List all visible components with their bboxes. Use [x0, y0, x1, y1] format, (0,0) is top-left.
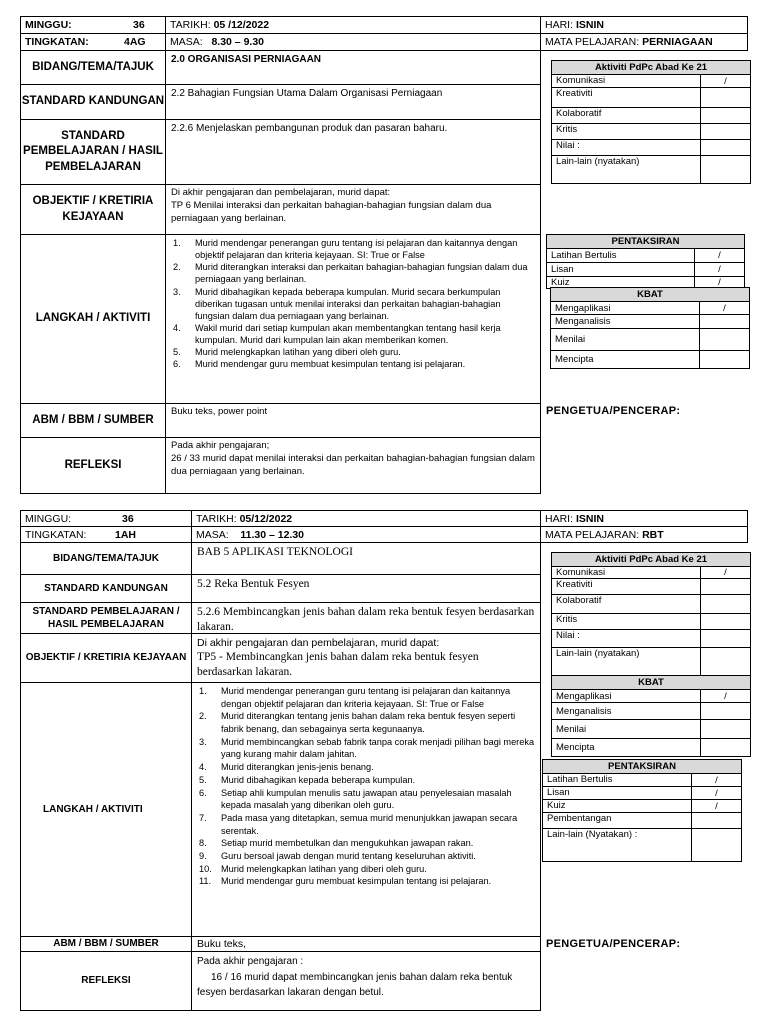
side-table-row [547, 263, 745, 277]
refleksi-line-1: Pada akhir pengajaran; [171, 440, 270, 451]
langkah-item-number: 3. [173, 286, 181, 297]
side-table-label: Menilai [551, 329, 700, 351]
refleksi-label: REFLEKSI [20, 437, 166, 494]
side-table-mark: / [692, 800, 742, 813]
langkah-item-text: Murid membincangkan sebab fabrik tanpa corak menjadi pilihan bagi mereka yang kurang mahir dalam jahitan. [221, 736, 535, 760]
langkah-item-number: 6. [173, 359, 181, 370]
langkah-item [171, 346, 535, 358]
standard-pembelajaran-label: STANDARD PEMBELAJARAN / HASIL PEMBELAJARAN [20, 602, 192, 634]
kbat-table [551, 675, 751, 757]
hari-cell [540, 16, 748, 34]
refleksi-line-1: Pada akhir pengajaran : [197, 956, 304, 967]
side-table-mark: / [692, 787, 742, 800]
minggu-cell [20, 510, 192, 527]
side-table-label: Kolaboratif [552, 108, 701, 124]
langkah-item-number: 2. [199, 711, 207, 722]
tarikh-label: TARIKH: [196, 513, 237, 525]
side-table-mark [701, 156, 751, 184]
mata-pelajaran-label: MATA PELAJARAN: [545, 529, 640, 541]
langkah-item-text: Murid mendengar penerangan guru tentang isi pelajaran dan kaitannya dengan objektif pelajaran dan kriteria kejayaan. SI: True or False [195, 238, 518, 261]
langkah-item-text: Murid mendengar penerangan guru tentang isi pelajaran dan kaitannya dengan objektif pelajaran dan kriteria kejayaan. SI: True or False [221, 686, 511, 709]
langkah-list [171, 237, 535, 371]
langkah-item-text: Murid dibahagikan kepada beberapa kumpulan. [221, 774, 416, 785]
side-table-row [552, 75, 751, 88]
langkah-item [171, 358, 535, 370]
refleksi-line-2: 26 / 33 murid dapat menilai interaksi dan perkaitan bahagian-bahagian fungsian dalam dua perniagaan yang berlainan. [171, 452, 535, 477]
side-table-mark [701, 108, 751, 124]
side-table-mark: / [701, 75, 751, 88]
side-table-label: Mencipta [552, 739, 701, 757]
langkah-item-text: Murid melengkapkan latihan yang diberi oleh guru. [195, 347, 401, 358]
mata-pelajaran-cell [540, 526, 748, 543]
langkah-item-text: Setiap ahli kumpulan menulis satu jawapan atau penyelesaian masalah kepada masalah yang diberikan oleh guru. [221, 787, 512, 811]
refleksi-cell [165, 437, 541, 494]
langkah-item-number: 5. [173, 347, 181, 358]
bidang-label: BIDANG/TEMA/TAJUK [20, 50, 166, 85]
standard-kandungan-label: STANDARD KANDUNGAN [20, 574, 192, 603]
hari-label: HARI: [545, 19, 574, 31]
masa-cell [191, 526, 541, 543]
bidang-label: BIDANG/TEMA/TAJUK [20, 542, 192, 575]
side-table-row [543, 813, 742, 829]
langkah-item-text: Murid dibahagikan kepada beberapa kumpulan. Murid secara berkumpulan diberikan tugasan untuk menilai interaksi dan perkaitan bahagian-bahagian fungsian dalam dua perniagaan yang berlainan. [195, 286, 501, 321]
side-table-title: KBAT [551, 288, 750, 302]
kbat-table [550, 287, 750, 369]
side-table-mark [701, 630, 751, 648]
langkah-item [197, 774, 535, 787]
side-table-mark: / [695, 249, 745, 263]
mata-pelajaran-cell [540, 33, 748, 51]
langkah-item-number: 11. [199, 876, 212, 887]
side-table-row [551, 302, 750, 315]
side-table-row [552, 579, 751, 595]
masa-value: 11.30 – 12.30 [240, 529, 305, 541]
langkah-item-number: 5. [199, 774, 207, 785]
side-table-title: PENTAKSIRAN [543, 760, 742, 774]
refleksi-cell [191, 951, 541, 1011]
langkah-item-number: 7. [199, 812, 207, 823]
objektif-label: OBJEKTIF / KRETIRIA KEJAYAAN [20, 184, 166, 235]
langkah-item-text: Murid melengkapkan latihan yang diberi oleh guru. [221, 863, 427, 874]
side-table-mark: / [700, 302, 750, 315]
standard-kandungan-label: STANDARD KANDUNGAN [20, 84, 166, 120]
side-table-row [552, 124, 751, 140]
langkah-item-text: Murid diterangkan interaksi dan perkaitan bahagian-bahagian fungsian dalam dua perniagaan yang berlainan. [195, 262, 528, 285]
side-table-label: Menganalisis [551, 315, 700, 329]
langkah-item-number: 9. [199, 850, 207, 861]
side-table-row [551, 315, 750, 329]
side-table-label: Komunikasi [552, 567, 701, 579]
objektif-label: OBJEKTIF / KRETIRIA KEJAYAAN [20, 633, 192, 683]
tingkatan-cell [20, 33, 166, 51]
minggu-value: 36 [122, 513, 134, 525]
bidang-value: BAB 5 APLIKASI TEKNOLOGI [191, 542, 541, 575]
tingkatan-value: 4AG [124, 36, 146, 48]
pentaksiran-table [542, 759, 742, 862]
objektif-intro: Di akhir pengajaran dan pembelajaran, murid dapat: [171, 187, 391, 198]
side-table-mark: / [701, 690, 751, 703]
langkah-item-number: 1. [173, 238, 181, 248]
side-table-mark [701, 720, 751, 739]
side-table-label: Lain-lain (nyatakan) [552, 156, 701, 184]
abm-value: Buku teks, power point [165, 403, 541, 438]
side-table-label: Pembentangan [543, 813, 692, 829]
side-table-title: Aktiviti PdPc Abad Ke 21 [552, 553, 751, 567]
side-table-label: Kuiz [543, 800, 692, 813]
langkah-item-number: 6. [199, 787, 207, 798]
hari-value: ISNIN [575, 19, 604, 31]
side-table-mark [701, 648, 751, 678]
minggu-label: MINGGU: [25, 19, 72, 31]
hari-cell [540, 510, 748, 527]
tingkatan-label: TINGKATAN: [25, 36, 89, 48]
abm-label: ABM / BBM / SUMBER [20, 936, 192, 952]
objektif-intro: Di akhir pengajaran dan pembelajaran, murid dapat: [197, 637, 440, 649]
aktiviti-abad21-table [551, 60, 751, 184]
side-table-label: Lisan [543, 787, 692, 800]
side-table-row [552, 703, 751, 720]
side-table-label: Kuiz [547, 277, 695, 289]
refleksi-label: REFLEKSI [20, 951, 192, 1011]
side-table-mark [701, 703, 751, 720]
side-table-label: Mencipta [551, 351, 700, 369]
langkah-item [171, 261, 535, 285]
side-table-row [552, 140, 751, 156]
abm-label: ABM / BBM / SUMBER [20, 403, 166, 438]
masa-label: MASA: [196, 529, 229, 541]
langkah-item [197, 812, 535, 837]
side-table-label: Kritis [552, 124, 701, 140]
minggu-cell [20, 16, 166, 34]
side-table-row [552, 567, 751, 579]
side-table-mark [692, 829, 742, 862]
langkah-item [197, 761, 535, 774]
side-table-title: PENTAKSIRAN [547, 235, 745, 249]
langkah-item [171, 286, 535, 322]
standard-kandungan-value: 5.2 Reka Bentuk Fesyen [191, 574, 541, 603]
standard-pembelajaran-label: STANDARD PEMBELAJARAN / HASIL PEMBELAJARAN [20, 119, 166, 185]
langkah-item-number: 1. [199, 686, 207, 696]
side-table-row [543, 800, 742, 813]
refleksi-line-2: 16 / 16 murid dapat membincangkan jenis bahan dalam reka bentuk fesyen berdasarkan lakaran dengan betul. [197, 971, 513, 998]
side-table-label: Latihan Bertulis [547, 249, 695, 263]
side-table-label: Lain-lain (nyatakan) [552, 648, 701, 678]
side-table-row [552, 156, 751, 184]
pengetua-label: PENGETUA/PENCERAP: [546, 405, 681, 417]
masa-cell [165, 33, 541, 51]
langkah-item-text: Murid mendengar guru membuat kesimpulan tentang isi pelajaran. [195, 359, 466, 370]
side-table-mark [700, 315, 750, 329]
side-table-row [552, 739, 751, 757]
tarikh-label: TARIKH: [170, 19, 211, 31]
side-table-row [552, 88, 751, 108]
aktiviti-abad21-table [551, 552, 751, 678]
side-table-row [543, 774, 742, 787]
side-table-mark: / [695, 277, 745, 289]
tarikh-value: 05/12/2022 [239, 513, 293, 525]
side-table-label: Nilai : [552, 140, 701, 156]
tarikh-value: 05 /12/2022 [213, 19, 270, 31]
minggu-value: 36 [133, 19, 145, 31]
side-table-label: Lisan [547, 263, 695, 277]
side-table-row [543, 829, 742, 862]
mata-pelajaran-value: PERNIAGAAN [642, 36, 713, 48]
masa-label: MASA: [170, 36, 203, 48]
langkah-item [197, 787, 535, 812]
side-table-row [552, 690, 751, 703]
side-table-row [552, 108, 751, 124]
langkah-item-text: Guru bersoal jawab dengan murid tentang keseluruhan aktiviti. [221, 850, 476, 861]
langkah-item-text: Murid mendengar guru membuat kesimpulan tentang isi pelajaran. [221, 876, 492, 887]
side-table-row [552, 614, 751, 630]
mata-pelajaran-label: MATA PELAJARAN: [545, 36, 640, 48]
hari-value: ISNIN [575, 513, 604, 525]
langkah-cell [165, 234, 541, 404]
tingkatan-value: 1AH [115, 529, 137, 541]
side-table-label: Latihan Bertulis [543, 774, 692, 787]
side-table-label: Nilai : [552, 630, 701, 648]
side-table-label: Kreativiti [552, 88, 701, 108]
objektif-text: TP5 - Membincangkan jenis bahan dalam reka bentuk fesyen berdasarkan lakaran. [197, 651, 479, 678]
side-table-mark [701, 124, 751, 140]
side-table-label: Kreativiti [552, 579, 701, 595]
langkah-item-text: Murid diterangkan tentang jenis bahan dalam reka bentuk fesyen seperti fabrik benang, dan sebagainya serta kegunaanya. [221, 711, 516, 735]
objektif-cell [191, 633, 541, 683]
side-table-label: Menganalisis [552, 703, 701, 720]
objektif-cell [165, 184, 541, 235]
langkah-item [197, 875, 535, 888]
langkah-item-number: 8. [199, 838, 207, 849]
langkah-item-number: 2. [173, 262, 181, 273]
langkah-item [171, 237, 535, 261]
side-table-title: KBAT [552, 676, 751, 690]
side-table-row [552, 630, 751, 648]
bidang-value: 2.0 ORGANISASI PERNIAGAAN [165, 50, 541, 85]
pengetua-label: PENGETUA/PENCERAP: [546, 938, 681, 950]
langkah-item-number: 4. [173, 322, 181, 333]
side-table-row [552, 595, 751, 614]
side-table-row [547, 249, 745, 263]
side-table-mark [701, 579, 751, 595]
tarikh-cell [191, 510, 541, 527]
side-table-mark: / [695, 263, 745, 277]
side-table-title: Aktiviti PdPc Abad Ke 21 [552, 61, 751, 75]
side-table-row [543, 787, 742, 800]
langkah-item-number: 10. [199, 863, 212, 874]
side-table-label: Menilai [552, 720, 701, 739]
langkah-item [197, 863, 535, 876]
standard-pembelajaran-value: 5.2.6 Membincangkan jenis bahan dalam reka bentuk fesyen berdasarkan lakaran. [191, 602, 541, 634]
abm-value: Buku teks, [191, 936, 541, 952]
langkah-label: LANGKAH / AKTIVITI [20, 682, 192, 937]
side-table-label: Lain-lain (Nyatakan) : [543, 829, 692, 862]
side-table-label: Kritis [552, 614, 701, 630]
side-table-mark [701, 614, 751, 630]
standard-pembelajaran-value: 2.2.6 Menjelaskan pembangunan produk dan pasaran baharu. [165, 119, 541, 185]
langkah-label: LANGKAH / AKTIVITI [20, 234, 166, 404]
langkah-item [197, 736, 535, 761]
side-table-mark [700, 351, 750, 369]
langkah-item-number: 3. [199, 736, 207, 747]
langkah-item-number: 4. [199, 762, 207, 773]
langkah-item-text: Pada masa yang ditetapkan, semua murid menunjukkan jawapan secara serentak. [221, 812, 518, 836]
side-table-row [551, 351, 750, 369]
side-table-row [552, 720, 751, 739]
tarikh-cell [165, 16, 541, 34]
side-table-row [551, 329, 750, 351]
side-table-label: Mengaplikasi [551, 302, 700, 315]
standard-kandungan-value: 2.2 Bahagian Fungsian Utama Dalam Organisasi Perniagaan [165, 84, 541, 120]
side-table-row [552, 648, 751, 678]
side-table-mark: / [701, 567, 751, 579]
langkah-item [197, 685, 535, 710]
langkah-item-text: Setiap murid membetulkan dan mengukuhkan jawapan rakan. [221, 838, 474, 849]
side-table-mark [700, 329, 750, 351]
side-table-mark [701, 739, 751, 757]
langkah-item [171, 322, 535, 346]
side-table-label: Komunikasi [552, 75, 701, 88]
langkah-item [197, 837, 535, 850]
side-table-mark [701, 88, 751, 108]
langkah-item [197, 710, 535, 735]
side-table-mark [692, 813, 742, 829]
side-table-mark [701, 140, 751, 156]
hari-label: HARI: [545, 513, 574, 525]
langkah-item-text: Murid diterangkan jenis-jenis benang. [221, 762, 374, 773]
minggu-label: MINGGU: [25, 513, 72, 525]
side-table-mark [701, 595, 751, 614]
pentaksiran-table [546, 234, 745, 289]
langkah-list [197, 685, 535, 888]
langkah-cell [191, 682, 541, 937]
side-table-label: Mengaplikasi [552, 690, 701, 703]
langkah-item [197, 850, 535, 863]
mata-pelajaran-value: RBT [642, 529, 664, 541]
objektif-text: TP 6 Menilai interaksi dan perkaitan bahagian-bahagian fungsian dalam dua perniagaan yang berlainan. [171, 199, 492, 224]
masa-value: 8.30 – 9.30 [211, 36, 264, 48]
langkah-item-text: Wakil murid dari setiap kumpulan akan membentangkan tentang hasil kerja kumpulan. Murid dari kumpulan lain akan memberikan komen. [195, 322, 501, 346]
side-table-label: Kolaboratif [552, 595, 701, 614]
side-table-mark: / [692, 774, 742, 787]
tingkatan-cell [20, 526, 192, 543]
tingkatan-label: TINGKATAN: [25, 529, 87, 541]
